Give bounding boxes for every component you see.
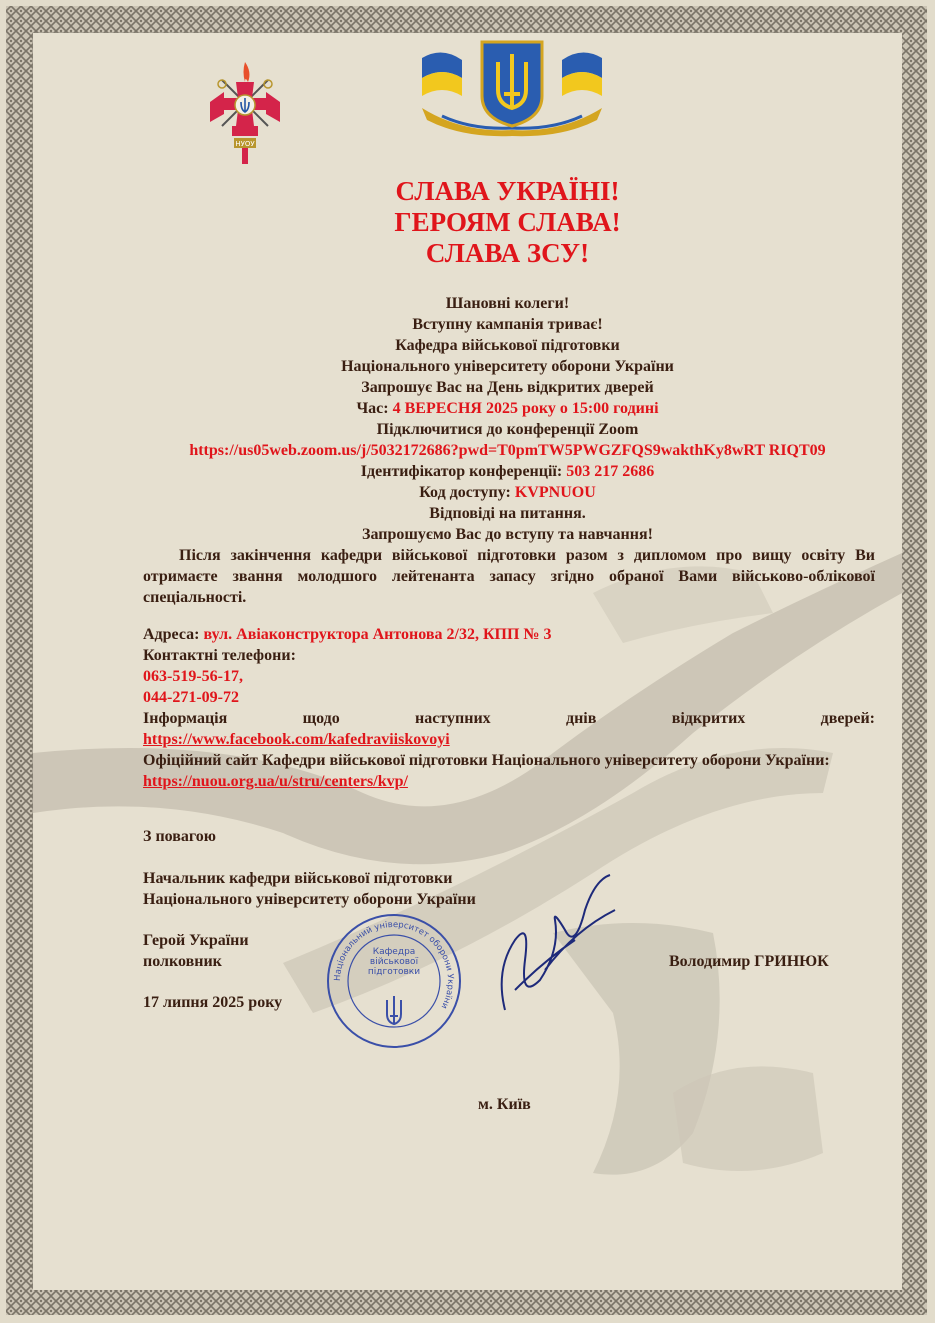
emblem-ribbon-text: НУОУ — [235, 140, 255, 148]
slogan-glory-zsu: СЛАВА ЗСУ! — [425, 238, 590, 268]
info-word: Інформація — [143, 710, 228, 727]
address-label: Адреса: — [143, 626, 204, 643]
official-site-link[interactable]: https://nuou.org.ua/u/stru/centers/kvp/ — [143, 773, 408, 790]
phone-1: 063-519-56-17, — [143, 668, 243, 685]
time-value: 4 ВЕРЕСНЯ 2025 року о 15:00 годині — [392, 400, 659, 417]
info-word: щодо — [302, 710, 340, 727]
address-value: вул. Авіаконструктора Антонова 2/32, КПП № 3 — [203, 626, 552, 643]
phone-2: 044-271-09-72 — [143, 689, 239, 706]
answers-text: Відповіді на питання. — [429, 505, 586, 522]
open-day-invite: Запрошує Вас на День відкритих дверей — [361, 379, 654, 396]
svg-text:підготовки: підготовки — [367, 967, 421, 977]
position-line-2: Національного університету оборони України — [143, 891, 476, 908]
handwritten-signature — [485, 870, 625, 1020]
conference-id-label: Ідентифікатор конференції: — [360, 463, 567, 480]
regards: З повагою — [143, 828, 216, 845]
slogan-glory-ukraine: СЛАВА УКРАЇНІ! — [395, 176, 620, 206]
contacts-block — [143, 624, 875, 792]
svg-text:Кафедра: Кафедра — [372, 947, 416, 957]
open-days-info-label — [143, 708, 875, 729]
info-word: відкритих — [671, 710, 746, 727]
welcome-text: Запрошуємо Вас до вступу та навчання! — [362, 526, 653, 543]
conference-id — [140, 461, 875, 482]
university-name: Національного університету оборони України — [341, 358, 674, 375]
info-word: днів — [565, 710, 597, 727]
info-word: дверей: — [820, 710, 875, 727]
trident-coat-of-arms-emblem — [412, 38, 612, 138]
campaign-text: Вступну кампанія триває! — [412, 316, 603, 333]
position-line-1: Начальник кафедри військової підготовки — [143, 870, 453, 887]
access-code-label: Код доступу: — [419, 484, 515, 501]
access-code — [140, 482, 875, 503]
svg-text:військової: військової — [369, 957, 419, 967]
hero-title: Герой України — [143, 932, 249, 949]
city: м. Київ — [478, 1096, 531, 1113]
official-site-label: Офіційний сайт Кафедри військової підготовки Національного університету оборони України: — [143, 752, 830, 769]
conference-details — [140, 461, 875, 545]
military-cross-emblem — [208, 62, 282, 164]
event-time — [140, 398, 875, 419]
zoom-label: Підключитися до конференції Zoom — [376, 421, 639, 438]
phones-label: Контактні телефони: — [143, 647, 296, 664]
conference-id-value: 503 217 2686 — [566, 463, 655, 480]
graduation-paragraph: Після закінчення кафедри військової підготовки разом з дипломом про вищу освіту Ви отримаєте звання молодшого лейтенанта запасу згідно обраної Вами військово-облікової спеціальності. — [143, 547, 875, 606]
official-seal — [325, 912, 463, 1050]
greeting: Шановні колеги! — [445, 295, 570, 312]
zoom-link[interactable]: https://us05web.zoom.us/j/5032172686?pwd=T0pmTW5PWGZFQS9wakthKy8wRT RIQT09 — [189, 442, 826, 459]
slogan-glory-heroes: ГЕРОЯМ СЛАВА! — [394, 207, 621, 237]
department-name: Кафедра військової підготовки — [395, 337, 620, 354]
invitation-block — [140, 293, 875, 440]
access-code-value: KVPNUOU — [514, 484, 596, 501]
facebook-link[interactable]: https://www.facebook.com/kafedraviiskovoyi — [143, 731, 450, 748]
address — [143, 624, 875, 645]
rank: полковник — [143, 953, 222, 970]
document-date: 17 липня 2025 року — [143, 994, 283, 1011]
time-label: Час: — [356, 400, 393, 417]
signatory-name: Володимир ГРИНЮК — [669, 953, 829, 970]
info-word: наступних — [415, 710, 491, 727]
seal-ring-text: Національний університет оборони України — [332, 919, 456, 1011]
